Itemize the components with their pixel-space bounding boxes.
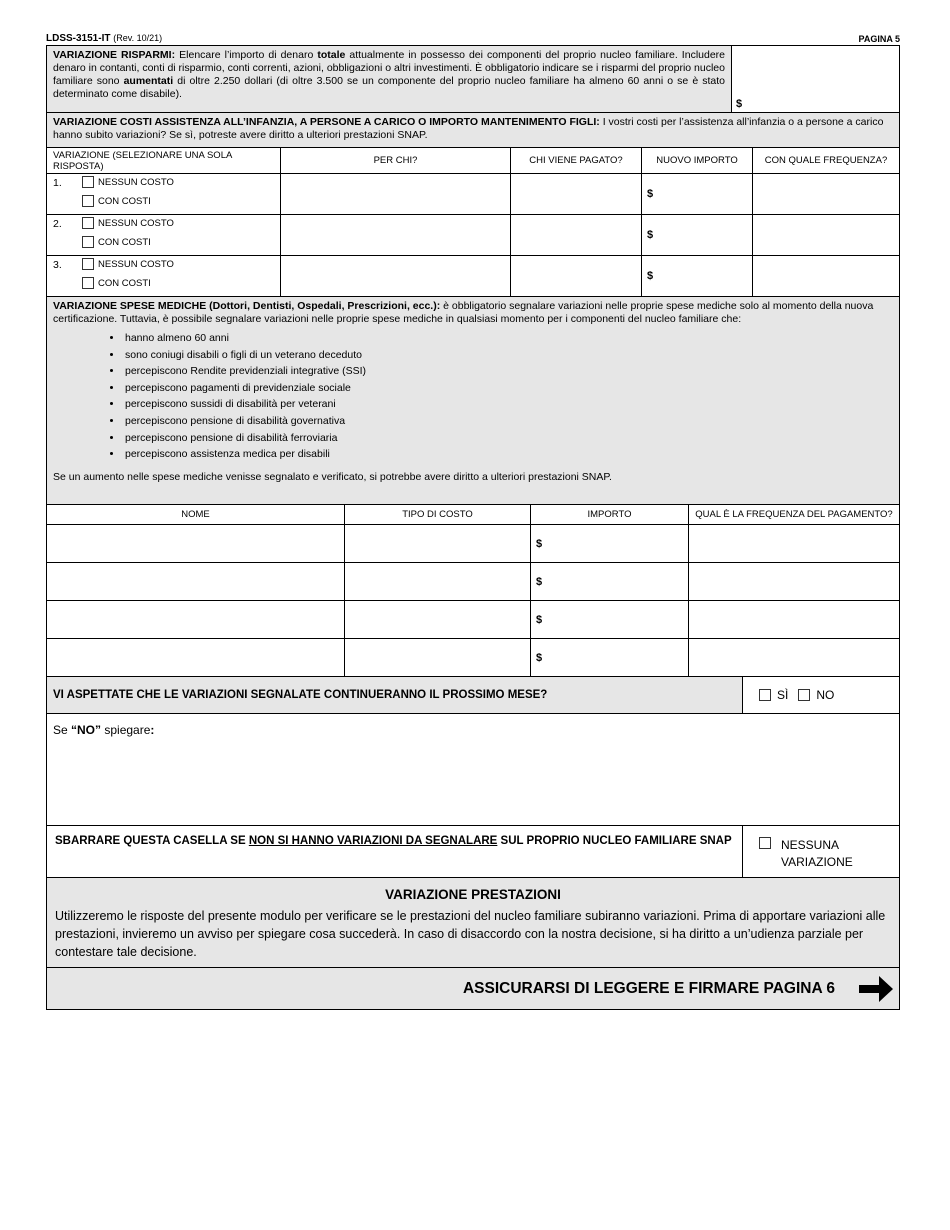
no-cost-label: NESSUN COSTO bbox=[98, 258, 174, 270]
payee-field[interactable] bbox=[511, 174, 642, 214]
childcare-col-for-whom: PER CHI? bbox=[281, 148, 511, 173]
option-no-cost[interactable] bbox=[82, 258, 174, 270]
savings-currency: $ bbox=[736, 98, 743, 110]
medical-cost-type-field[interactable] bbox=[345, 525, 531, 562]
for-whom-field[interactable] bbox=[281, 215, 511, 255]
savings-section bbox=[47, 46, 899, 113]
childcare-col-frequency: CON QUALE FREQUENZA? bbox=[764, 155, 888, 166]
no-checkbox[interactable] bbox=[798, 689, 810, 701]
savings-title: VARIAZIONE RISPARMI: bbox=[53, 49, 176, 61]
form-id bbox=[46, 33, 162, 44]
childcare-title: VARIAZIONE COSTI ASSISTENZA ALL’INFANZIA, A PERSONE A CARICO O IMPORTO MANTENIMENTO FIGLI: bbox=[53, 116, 600, 128]
footer-row bbox=[47, 968, 899, 1009]
medical-title: VARIAZIONE SPESE MEDICHE (Dottori, Dentisti, Ospedali, Prescrizioni, ecc.): bbox=[53, 300, 441, 312]
arrow-right-icon bbox=[857, 974, 895, 1004]
continue-answer bbox=[743, 677, 899, 713]
medical-intro bbox=[53, 300, 893, 326]
medical-cost-type-field[interactable] bbox=[345, 639, 531, 676]
currency-symbol: $ bbox=[647, 188, 654, 200]
list-item: • percepiscono pensione di disabilità ferroviaria bbox=[123, 430, 893, 447]
frequency-field[interactable] bbox=[753, 215, 899, 255]
medical-amount-field[interactable] bbox=[531, 525, 689, 562]
no-changes-text-1: SBARRARE QUESTA CASELLA SE bbox=[55, 835, 249, 847]
medical-col-cost-type: TIPO DI COSTO bbox=[345, 505, 531, 524]
list-item: • percepiscono pagamenti di previdenziale sociale bbox=[123, 380, 893, 397]
medical-frequency-field[interactable] bbox=[689, 639, 899, 676]
new-amount-field[interactable] bbox=[642, 215, 753, 255]
medical-col-amount: IMPORTO bbox=[531, 505, 689, 524]
page-header bbox=[46, 30, 900, 44]
childcare-text: I vostri costi per l’assistenza all’infanzia o a persone a carico hanno subito variazioni? Se sì, potreste avere diritto a ulteriori prestazioni SNAP. bbox=[53, 116, 884, 141]
childcare-row-options bbox=[47, 174, 281, 214]
no-cost-label: NESSUN COSTO bbox=[98, 176, 174, 188]
medical-name-field[interactable] bbox=[47, 601, 345, 638]
with-cost-checkbox[interactable] bbox=[82, 195, 94, 207]
medical-name-field[interactable] bbox=[47, 563, 345, 600]
savings-text-3: di oltre 2.250 dollari (di oltre 3.500 se un componente del proprio nucleo familiare ha almeno 60 anni o se è stato determinato come disabile). bbox=[53, 75, 726, 100]
no-changes-instruction bbox=[47, 826, 743, 877]
childcare-col-new-amount: NUOVO IMPORTO bbox=[642, 148, 753, 173]
continue-question-row bbox=[47, 677, 899, 714]
option-with-cost[interactable] bbox=[82, 195, 151, 207]
no-changes-checkbox[interactable] bbox=[759, 837, 771, 849]
form-revision: (Rev. 10/21) bbox=[113, 33, 163, 43]
medical-cost-type-field[interactable] bbox=[345, 601, 531, 638]
footer bbox=[47, 968, 899, 1009]
no-cost-checkbox[interactable] bbox=[82, 176, 94, 188]
savings-text-bold-2: aumentati bbox=[123, 75, 174, 87]
medical-note: Se un aumento nelle spese mediche venisse segnalato e verificato, si potrebbe avere diritto a ulteriori prestazioni SNAP. bbox=[53, 470, 612, 483]
explain-prefix: Se bbox=[53, 723, 72, 737]
frequency-field[interactable] bbox=[753, 256, 899, 296]
for-whom-field[interactable] bbox=[281, 174, 511, 214]
medical-row bbox=[47, 525, 899, 563]
footer-text: ASSICURARSI DI LEGGERE E FIRMARE PAGINA 6 bbox=[462, 979, 835, 997]
row-number: 3. bbox=[53, 259, 62, 271]
medical-description bbox=[47, 297, 899, 504]
childcare-col-payee: CHI VIENE PAGATO? bbox=[511, 148, 642, 173]
medical-amount-field[interactable] bbox=[531, 601, 689, 638]
medical-col-name: NOME bbox=[47, 505, 345, 524]
payee-field[interactable] bbox=[511, 215, 642, 255]
childcare-row bbox=[47, 215, 899, 256]
medical-section bbox=[47, 297, 899, 505]
frequency-field[interactable] bbox=[753, 174, 899, 214]
currency-symbol: $ bbox=[536, 613, 543, 626]
with-cost-label: CON COSTI bbox=[98, 236, 151, 248]
yes-label: SÌ bbox=[777, 688, 789, 702]
childcare-table-header bbox=[47, 148, 899, 174]
list-item: • percepiscono sussidi di disabilità per veterani bbox=[123, 396, 893, 413]
medical-eligibility-list bbox=[53, 330, 893, 463]
explain-field[interactable] bbox=[47, 714, 899, 825]
list-item: • sono coniugi disabili o figli di un veterano deceduto bbox=[123, 347, 893, 364]
with-cost-checkbox[interactable] bbox=[82, 277, 94, 289]
savings-amount-field[interactable] bbox=[732, 46, 899, 112]
no-changes-label bbox=[781, 837, 853, 871]
no-cost-label: NESSUN COSTO bbox=[98, 217, 174, 229]
childcare-col-change: VARIAZIONE (SELEZIONARE UNA SOLA RISPOSTA) bbox=[47, 148, 281, 173]
medical-row bbox=[47, 639, 899, 677]
childcare-row bbox=[47, 174, 899, 215]
new-amount-field[interactable] bbox=[642, 174, 753, 214]
for-whom-field[interactable] bbox=[281, 256, 511, 296]
currency-symbol: $ bbox=[647, 270, 654, 282]
no-changes-option[interactable] bbox=[743, 826, 899, 877]
medical-frequency-field[interactable] bbox=[689, 525, 899, 562]
no-label: NO bbox=[816, 688, 835, 702]
with-cost-label: CON COSTI bbox=[98, 277, 151, 289]
new-amount-field[interactable] bbox=[642, 256, 753, 296]
medical-frequency-field[interactable] bbox=[689, 601, 899, 638]
medical-name-field[interactable] bbox=[47, 525, 345, 562]
childcare-row bbox=[47, 256, 899, 297]
medical-text: è obbligatorio segnalare variazioni nelle proprie spese mediche solo al momento della nuova certificazione. Tuttavia, è possibile segnalare variazioni nelle proprie spese mediche in qualsiasi momento per i componenti del nucleo familiare che: bbox=[53, 300, 874, 325]
savings-description bbox=[47, 46, 732, 112]
option-no-cost[interactable] bbox=[82, 217, 174, 229]
explain-suffix: spiegare bbox=[101, 723, 151, 737]
page-number: PAGINA 5 bbox=[858, 34, 900, 44]
medical-row bbox=[47, 601, 899, 639]
explain-section bbox=[47, 714, 899, 826]
list-item: • percepiscono Rendite previdenziali integrative (SSI) bbox=[123, 363, 893, 380]
medical-frequency-field[interactable] bbox=[689, 563, 899, 600]
no-changes-label-line2: VARIAZIONE bbox=[781, 855, 853, 869]
savings-text-2: attualmente in possesso dei componenti del proprio nucleo familiare. Includere denaro in contanti, conti di risparmio, conti correnti, azioni, obbligazioni o altri investimenti. È obbligatorio indicare se i risparmi del proprio nucleo familiare sono bbox=[53, 49, 726, 87]
no-changes-label-line1: NESSUNA bbox=[781, 838, 840, 852]
medical-amount-field[interactable] bbox=[531, 563, 689, 600]
benefits-content bbox=[47, 878, 899, 967]
yes-checkbox[interactable] bbox=[759, 689, 771, 701]
no-changes-text-underlined: NON SI HANNO VARIAZIONI DA SEGNALARE bbox=[248, 835, 498, 847]
currency-symbol: $ bbox=[647, 229, 654, 241]
continue-question: VI ASPETTATE CHE LE VARIAZIONI SEGNALATE CONTINUERANNO IL PROSSIMO MESE? bbox=[47, 677, 743, 713]
savings-text-bold-1: totale bbox=[317, 49, 346, 61]
form-frame bbox=[46, 45, 900, 1010]
no-cost-checkbox[interactable] bbox=[82, 217, 94, 229]
medical-col-frequency: QUAL È LA FREQUENZA DEL PAGAMENTO? bbox=[695, 509, 893, 520]
with-cost-label: CON COSTI bbox=[98, 195, 151, 207]
benefits-text: Utilizzeremo le risposte del presente modulo per verificare se le prestazioni del nucleo familiare subiranno variazioni. Prima di apportare variazioni alle prestazioni, invieremo un avviso per spiegare cosa succederà. In caso di disaccordo con la nostra decisione, si ha diritto a un’udienza parziale per contestare tale decisione. bbox=[55, 909, 886, 959]
explain-colon: : bbox=[150, 723, 155, 737]
childcare-row-options bbox=[47, 256, 281, 296]
currency-symbol: $ bbox=[536, 537, 543, 550]
no-cost-checkbox[interactable] bbox=[82, 258, 94, 270]
childcare-section bbox=[47, 113, 899, 148]
option-with-cost[interactable] bbox=[82, 277, 151, 289]
benefits-title: VARIAZIONE PRESTAZIONI bbox=[385, 887, 561, 902]
benefits-section bbox=[47, 878, 899, 968]
form-number: LDSS-3151-IT bbox=[46, 33, 111, 44]
medical-amount-field[interactable] bbox=[531, 639, 689, 676]
payee-field[interactable] bbox=[511, 256, 642, 296]
medical-table-header bbox=[47, 505, 899, 525]
list-item: • hanno almeno 60 anni bbox=[123, 330, 893, 347]
currency-symbol: $ bbox=[536, 651, 543, 664]
with-cost-checkbox[interactable] bbox=[82, 236, 94, 248]
row-number: 1. bbox=[53, 177, 62, 189]
no-changes-row bbox=[47, 826, 899, 878]
medical-cost-type-field[interactable] bbox=[345, 563, 531, 600]
medical-name-field[interactable] bbox=[47, 639, 345, 676]
option-no-cost[interactable] bbox=[82, 176, 174, 188]
childcare-row-options bbox=[47, 215, 281, 255]
childcare-description bbox=[47, 113, 899, 147]
form-page bbox=[46, 30, 900, 1010]
explain-no: “NO” bbox=[71, 723, 102, 737]
savings-text-1: Elencare l’importo di denaro bbox=[175, 49, 318, 61]
option-with-cost[interactable] bbox=[82, 236, 151, 248]
row-number: 2. bbox=[53, 218, 62, 230]
list-item: • percepiscono pensione di disabilità governativa bbox=[123, 413, 893, 430]
no-changes-text-2: SUL PROPRIO NUCLEO FAMILIARE SNAP bbox=[497, 835, 732, 847]
currency-symbol: $ bbox=[536, 575, 543, 588]
medical-row bbox=[47, 563, 899, 601]
list-item: • percepiscono assistenza medica per disabili bbox=[123, 446, 893, 463]
